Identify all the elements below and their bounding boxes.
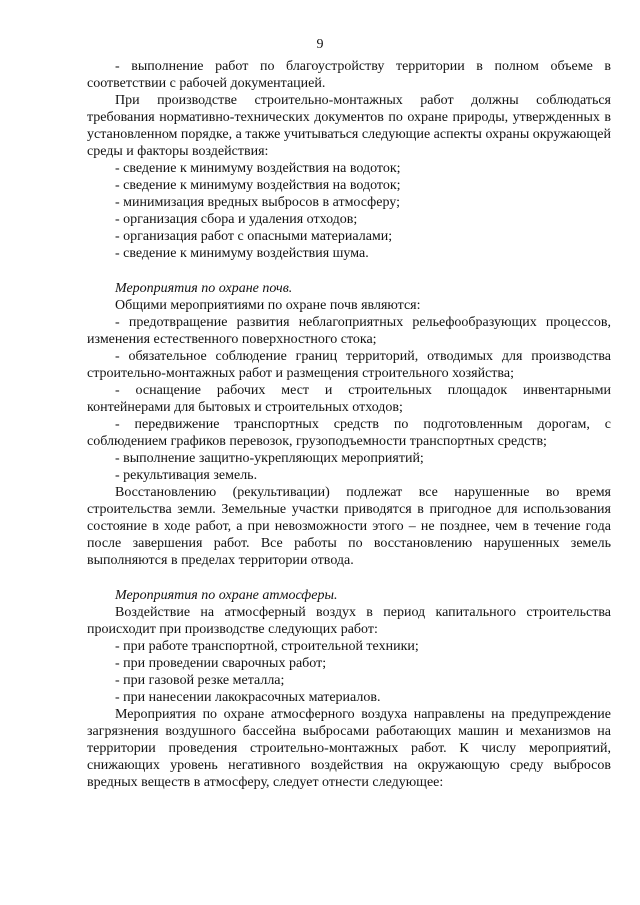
list-item: - сведение к минимуму воздействия на водоток; (115, 161, 401, 176)
list-item: - организация сбора и удаления отходов; (115, 212, 358, 227)
paragraph: Восстановлению (рекультивации) подлежат все нарушенные во время строительства земли. Земельные участки приводятся в пригодное для использования состояние в ходе работ, а при невозможности этого – не позднее, чем в течение года после завершения работ. Все работы по восстановлению нарушенных земель выполняются в пределах территории отвода. (87, 485, 611, 568)
list-item: - при работе транспортной, строительной техники; (115, 639, 419, 654)
paragraph: - выполнение работ по благоустройству территории в полном объеме в соответствии с рабочей документацией. (87, 59, 611, 91)
paragraph: Воздействие на атмосферный воздух в период капитального строительства происходит при производстве следующих работ: (87, 605, 611, 637)
section-spacer (87, 262, 611, 280)
paragraph: - передвижение транспортных средств по подготовленным дорогам, с соблюдением графиков перевозок, грузоподъемности транспортных средств; (87, 417, 611, 449)
paragraph: Мероприятия по охране атмосферного воздуха направлены на предупреждение загрязнения воздушного бассейна выбросами работающих машин и механизмов на территории проведения строительно-монтажных работ. К числу мероприятий, снижающих уровень негативного воздействия на окружающую среду выбросов вредных веществ в атмосферу, следует отнести следующее: (87, 707, 611, 790)
list-item: - сведение к минимуму воздействия шума. (115, 246, 369, 261)
list-item: - при газовой резке металла; (115, 673, 285, 688)
paragraph: Общими мероприятиями по охране почв являются: (115, 298, 421, 313)
list-item: - при проведении сварочных работ; (115, 656, 327, 671)
list-item: - организация работ с опасными материалами; (115, 229, 393, 244)
paragraph: - обязательное соблюдение границ территорий, отводимых для производства строительно-монтажных работ и размещения строительного хозяйства; (87, 349, 611, 381)
page-number: 9 (316, 37, 324, 52)
list-item: - сведение к минимуму воздействия на водоток; (115, 178, 401, 193)
section-heading: Мероприятия по охране почв. (115, 281, 293, 296)
paragraph: - предотвращение развития неблагоприятных рельефообразующих процессов, изменения естественного поверхностного стока; (87, 315, 611, 347)
paragraph: При производстве строительно-монтажных работ должны соблюдаться требования нормативно-технических документов по охране природы, утвержденных в установленном порядке, а также учитываться следующие аспекты охраны окружающей среды и факторы воздействия: (87, 93, 611, 159)
section-heading: Мероприятия по охране атмосферы. (115, 588, 338, 603)
section-spacer (87, 569, 611, 587)
list-item: - выполнение защитно-укрепляющих мероприятий; (115, 451, 424, 466)
list-item: - рекультивация земель. (115, 468, 258, 483)
list-item: - минимизация вредных выбросов в атмосферу; (115, 195, 400, 210)
list-item: - при нанесении лакокрасочных материалов. (115, 690, 381, 705)
paragraph: - оснащение рабочих мест и строительных площадок инвентарными контейнерами для бытовых и строительных отходов; (87, 383, 611, 415)
document-body (87, 58, 611, 791)
